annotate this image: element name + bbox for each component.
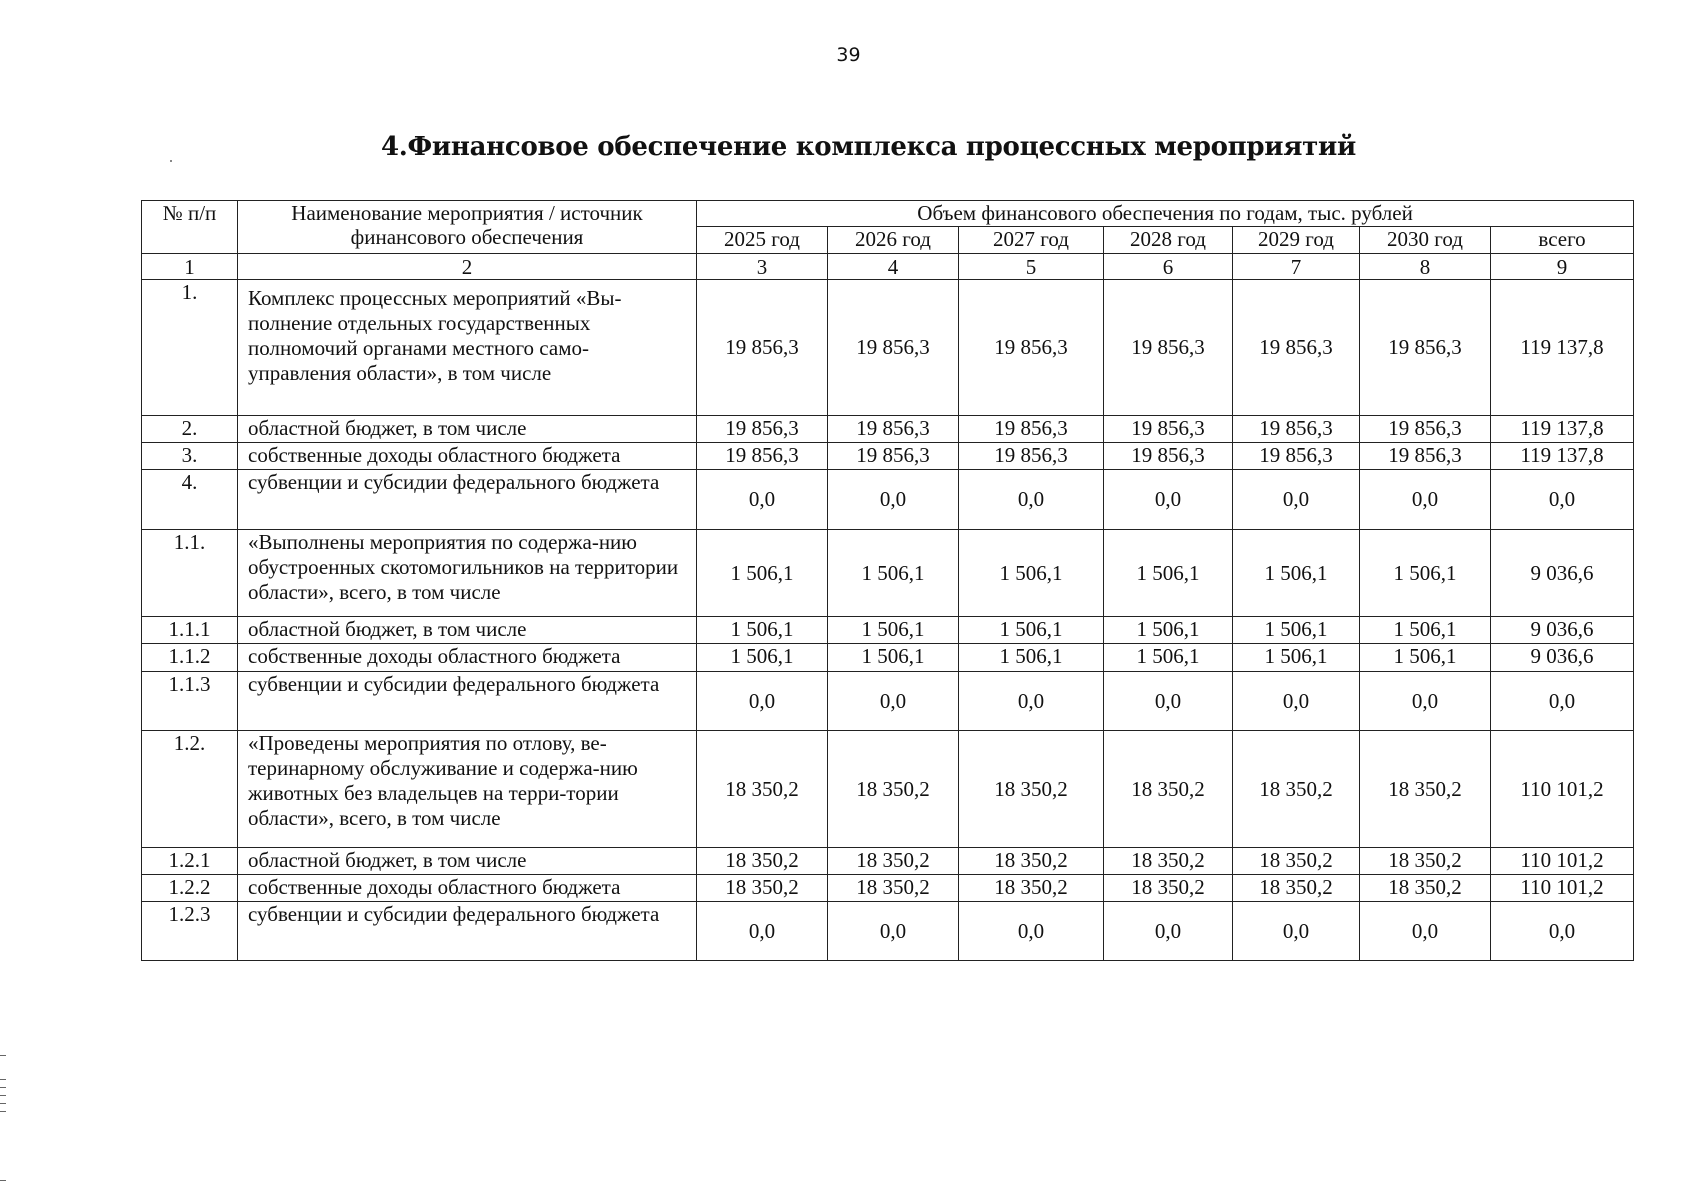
value-2027: 1 506,1	[959, 617, 1104, 644]
table-row	[142, 902, 1634, 961]
value-2029: 19 856,3	[1233, 280, 1360, 416]
header-num: № п/п	[142, 201, 238, 254]
value-2030: 1 506,1	[1360, 617, 1491, 644]
value-total: 119 137,8	[1491, 443, 1634, 470]
value-2025: 1 506,1	[697, 617, 828, 644]
value-2025: 19 856,3	[697, 416, 828, 443]
table-row	[142, 416, 1634, 443]
header-total: всего	[1491, 227, 1634, 254]
table-row	[142, 280, 1634, 416]
col-index: 6	[1104, 254, 1233, 280]
value-2026: 18 350,2	[828, 848, 959, 875]
row-name: областной бюджет, в том числе	[238, 848, 697, 875]
value-2027: 1 506,1	[959, 530, 1104, 617]
value-2026: 0,0	[828, 902, 959, 961]
value-total: 119 137,8	[1491, 416, 1634, 443]
table-row	[142, 644, 1634, 672]
value-2028: 19 856,3	[1104, 416, 1233, 443]
value-total: 0,0	[1491, 672, 1634, 731]
value-2028: 19 856,3	[1104, 443, 1233, 470]
value-total: 119 137,8	[1491, 280, 1634, 416]
value-2027: 19 856,3	[959, 280, 1104, 416]
value-2027: 18 350,2	[959, 731, 1104, 848]
value-2028: 0,0	[1104, 470, 1233, 530]
value-2028: 18 350,2	[1104, 848, 1233, 875]
value-2030: 0,0	[1360, 470, 1491, 530]
col-index: 5	[959, 254, 1104, 280]
value-2028: 18 350,2	[1104, 875, 1233, 902]
header-year-2026: 2026 год	[828, 227, 959, 254]
value-2029: 19 856,3	[1233, 416, 1360, 443]
value-2026: 1 506,1	[828, 530, 959, 617]
value-2027: 18 350,2	[959, 875, 1104, 902]
value-total: 0,0	[1491, 902, 1634, 961]
value-2028: 19 856,3	[1104, 280, 1233, 416]
value-2027: 18 350,2	[959, 848, 1104, 875]
value-total: 9 036,6	[1491, 617, 1634, 644]
page-number: 39	[836, 44, 861, 66]
table-row	[142, 731, 1634, 848]
value-2028: 0,0	[1104, 672, 1233, 731]
value-2025: 0,0	[697, 902, 828, 961]
value-total: 9 036,6	[1491, 530, 1634, 617]
document-title: 4.Финансовое обеспечение комплекса процессных мероприятий	[381, 132, 1356, 162]
row-name: субвенции и субсидии федерального бюджета	[238, 902, 697, 961]
table-header	[142, 201, 1634, 280]
header-year-2025: 2025 год	[697, 227, 828, 254]
value-2025: 18 350,2	[697, 848, 828, 875]
scan-artifact-dot	[170, 160, 172, 162]
value-2030: 18 350,2	[1360, 848, 1491, 875]
column-index-row	[142, 254, 1634, 280]
table-row	[142, 848, 1634, 875]
value-2029: 1 506,1	[1233, 644, 1360, 672]
header-volume: Объем финансового обеспечения по годам, тыс. рублей	[697, 201, 1634, 227]
row-name: «Выполнены мероприятия по содержа-нию обустроенных скотомогильников на территории области», всего, в том числе	[238, 530, 697, 617]
table-row	[142, 530, 1634, 617]
col-index: 9	[1491, 254, 1634, 280]
row-name: субвенции и субсидии федерального бюджета	[238, 672, 697, 731]
value-2029: 18 350,2	[1233, 731, 1360, 848]
value-2029: 0,0	[1233, 470, 1360, 530]
row-name: Комплекс процессных мероприятий «Вы-полнение отдельных государственных полномочий органами местного само-управления области», в том числе	[238, 280, 697, 416]
row-number: 1.2.1	[142, 848, 238, 875]
value-2025: 1 506,1	[697, 644, 828, 672]
value-2030: 1 506,1	[1360, 530, 1491, 617]
value-2029: 0,0	[1233, 672, 1360, 731]
value-2025: 0,0	[697, 470, 828, 530]
row-name: областной бюджет, в том числе	[238, 416, 697, 443]
row-name: собственные доходы областного бюджета	[238, 875, 697, 902]
value-2029: 1 506,1	[1233, 530, 1360, 617]
value-2029: 1 506,1	[1233, 617, 1360, 644]
col-index: 2	[238, 254, 697, 280]
row-name: областной бюджет, в том числе	[238, 617, 697, 644]
col-index: 3	[697, 254, 828, 280]
value-2028: 1 506,1	[1104, 530, 1233, 617]
value-2025: 18 350,2	[697, 731, 828, 848]
value-2030: 18 350,2	[1360, 875, 1491, 902]
value-total: 110 101,2	[1491, 731, 1634, 848]
value-2026: 1 506,1	[828, 644, 959, 672]
value-2030: 0,0	[1360, 672, 1491, 731]
row-number: 1.2.3	[142, 902, 238, 961]
value-2030: 0,0	[1360, 902, 1491, 961]
value-2026: 19 856,3	[828, 443, 959, 470]
col-index: 1	[142, 254, 238, 280]
header-year-2029: 2029 год	[1233, 227, 1360, 254]
row-number: 1.1.1	[142, 617, 238, 644]
row-number: 4.	[142, 470, 238, 530]
value-total: 110 101,2	[1491, 848, 1634, 875]
row-name: собственные доходы областного бюджета	[238, 443, 697, 470]
row-number: 2.	[142, 416, 238, 443]
value-2030: 19 856,3	[1360, 280, 1491, 416]
row-number: 1.	[142, 280, 238, 416]
value-2027: 0,0	[959, 470, 1104, 530]
row-number: 3.	[142, 443, 238, 470]
value-2026: 19 856,3	[828, 280, 959, 416]
row-number: 1.2.	[142, 731, 238, 848]
value-2029: 19 856,3	[1233, 443, 1360, 470]
value-2030: 19 856,3	[1360, 416, 1491, 443]
table-row	[142, 443, 1634, 470]
row-name: собственные доходы областного бюджета	[238, 644, 697, 672]
value-2026: 18 350,2	[828, 875, 959, 902]
value-2029: 18 350,2	[1233, 875, 1360, 902]
value-2028: 1 506,1	[1104, 617, 1233, 644]
value-2029: 18 350,2	[1233, 848, 1360, 875]
col-index: 8	[1360, 254, 1491, 280]
value-2028: 1 506,1	[1104, 644, 1233, 672]
value-2028: 18 350,2	[1104, 731, 1233, 848]
value-2027: 0,0	[959, 902, 1104, 961]
value-2026: 19 856,3	[828, 416, 959, 443]
row-number: 1.2.2	[142, 875, 238, 902]
table-row	[142, 470, 1634, 530]
row-number: 1.1.2	[142, 644, 238, 672]
value-2025: 19 856,3	[697, 280, 828, 416]
value-2025: 19 856,3	[697, 443, 828, 470]
table-body	[142, 280, 1634, 961]
value-2026: 0,0	[828, 672, 959, 731]
value-2030: 18 350,2	[1360, 731, 1491, 848]
row-name: «Проведены мероприятия по отлову, ве-теринарному обслуживание и содержа-нию животных без владельцев на терри-тории области», всего, в том числе	[238, 731, 697, 848]
row-name: субвенции и субсидии федерального бюджета	[238, 470, 697, 530]
row-number: 1.1.	[142, 530, 238, 617]
financial-support-table	[141, 200, 1634, 961]
value-2025: 1 506,1	[697, 530, 828, 617]
value-2029: 0,0	[1233, 902, 1360, 961]
value-2025: 0,0	[697, 672, 828, 731]
value-2027: 19 856,3	[959, 416, 1104, 443]
value-2030: 1 506,1	[1360, 644, 1491, 672]
scan-edge-marks	[0, 1055, 8, 1185]
value-total: 9 036,6	[1491, 644, 1634, 672]
value-2027: 1 506,1	[959, 644, 1104, 672]
value-2026: 0,0	[828, 470, 959, 530]
col-index: 4	[828, 254, 959, 280]
header-name: Наименование мероприятия / источник финансового обеспечения	[238, 201, 697, 254]
value-2026: 1 506,1	[828, 617, 959, 644]
header-year-2028: 2028 год	[1104, 227, 1233, 254]
value-2026: 18 350,2	[828, 731, 959, 848]
value-2027: 19 856,3	[959, 443, 1104, 470]
header-year-2030: 2030 год	[1360, 227, 1491, 254]
value-2027: 0,0	[959, 672, 1104, 731]
table-row	[142, 617, 1634, 644]
value-2028: 0,0	[1104, 902, 1233, 961]
header-year-2027: 2027 год	[959, 227, 1104, 254]
value-2030: 19 856,3	[1360, 443, 1491, 470]
table-row	[142, 672, 1634, 731]
value-total: 0,0	[1491, 470, 1634, 530]
col-index: 7	[1233, 254, 1360, 280]
value-2025: 18 350,2	[697, 875, 828, 902]
table-row	[142, 875, 1634, 902]
value-total: 110 101,2	[1491, 875, 1634, 902]
row-number: 1.1.3	[142, 672, 238, 731]
